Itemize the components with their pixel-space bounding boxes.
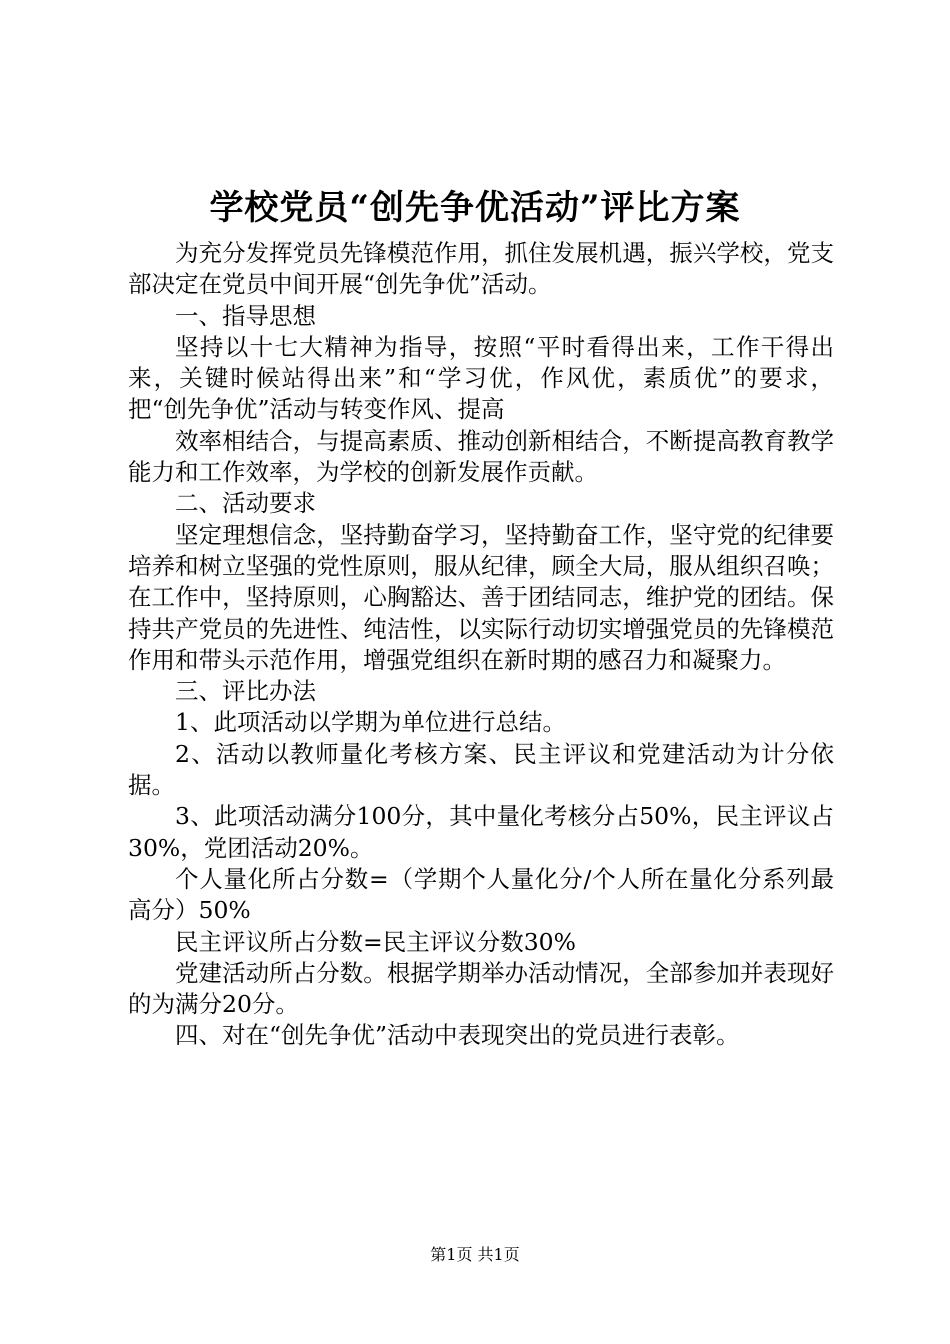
guiding-ideology-continuation: 效率相结合，与提高素质、推动创新相结合，不断提高教育教学能力和工作效率，为学校的创新发展作贡献。 [128,426,834,487]
formula-individual-score: 个人量化所占分数=（学期个人量化分/个人所在量化分系列最高分）50% [128,864,834,925]
section-heading-guiding-ideology: 一、指导思想 [175,301,316,330]
section-heading-activity-requirements: 二、活动要求 [175,489,316,518]
formula-democratic-score: 民主评议所占分数=民主评议分数30% [175,927,576,956]
evaluation-item-3: 3、此项活动满分100分，其中量化考核分占50%，民主评议占30%，党团活动20%。 [128,802,834,862]
intro-paragraph: 为充分发挥党员先锋模范作用，抓住发展机遇，振兴学校，党支部决定在党员中间开展“创先争优”活动。 [128,239,834,299]
activity-requirements-paragraph: 坚定理想信念，坚持勤奋学习，坚持勤奋工作，坚守党的纪律要培养和树立坚强的党性原则，服从纪律，顾全大局，服从组织召唤；在工作中，坚持原则，心胸豁达、善于团结同志，维护党的团结。保持共产党员的先进性、纯洁性，以实际行动切实增强党员的先锋模范作用和带头示范作用，增强党组织在新时期的感召力和凝聚力。 [128,520,834,674]
page-footer: 第1页 共1页 [430,1245,520,1264]
section-heading-evaluation-methods: 三、评比办法 [175,677,316,706]
section-heading-commendation: 四、对在“创先争优”活动中表现突出的党员进行表彰。 [175,1021,740,1050]
document-body [128,238,834,1052]
document-title: 学校党员“创先争优活动”评比方案 [209,188,741,228]
party-activity-score: 党建活动所占分数。根据学期举办活动情况，全部参加并表现好的为满分20分。 [128,958,834,1019]
evaluation-item-1: 1、此项活动以学期为单位进行总结。 [175,708,566,737]
guiding-ideology-paragraph: 坚持以十七大精神为指导，按照“平时看得出来，工作干得出来，关键时候站得出来”和“学习优，作风优，素质优”的要求，把“创先争优”活动与转变作风、提高 [128,332,834,424]
evaluation-item-2: 2、活动以教师量化考核方案、民主评议和党建活动为计分依据。 [128,739,834,800]
